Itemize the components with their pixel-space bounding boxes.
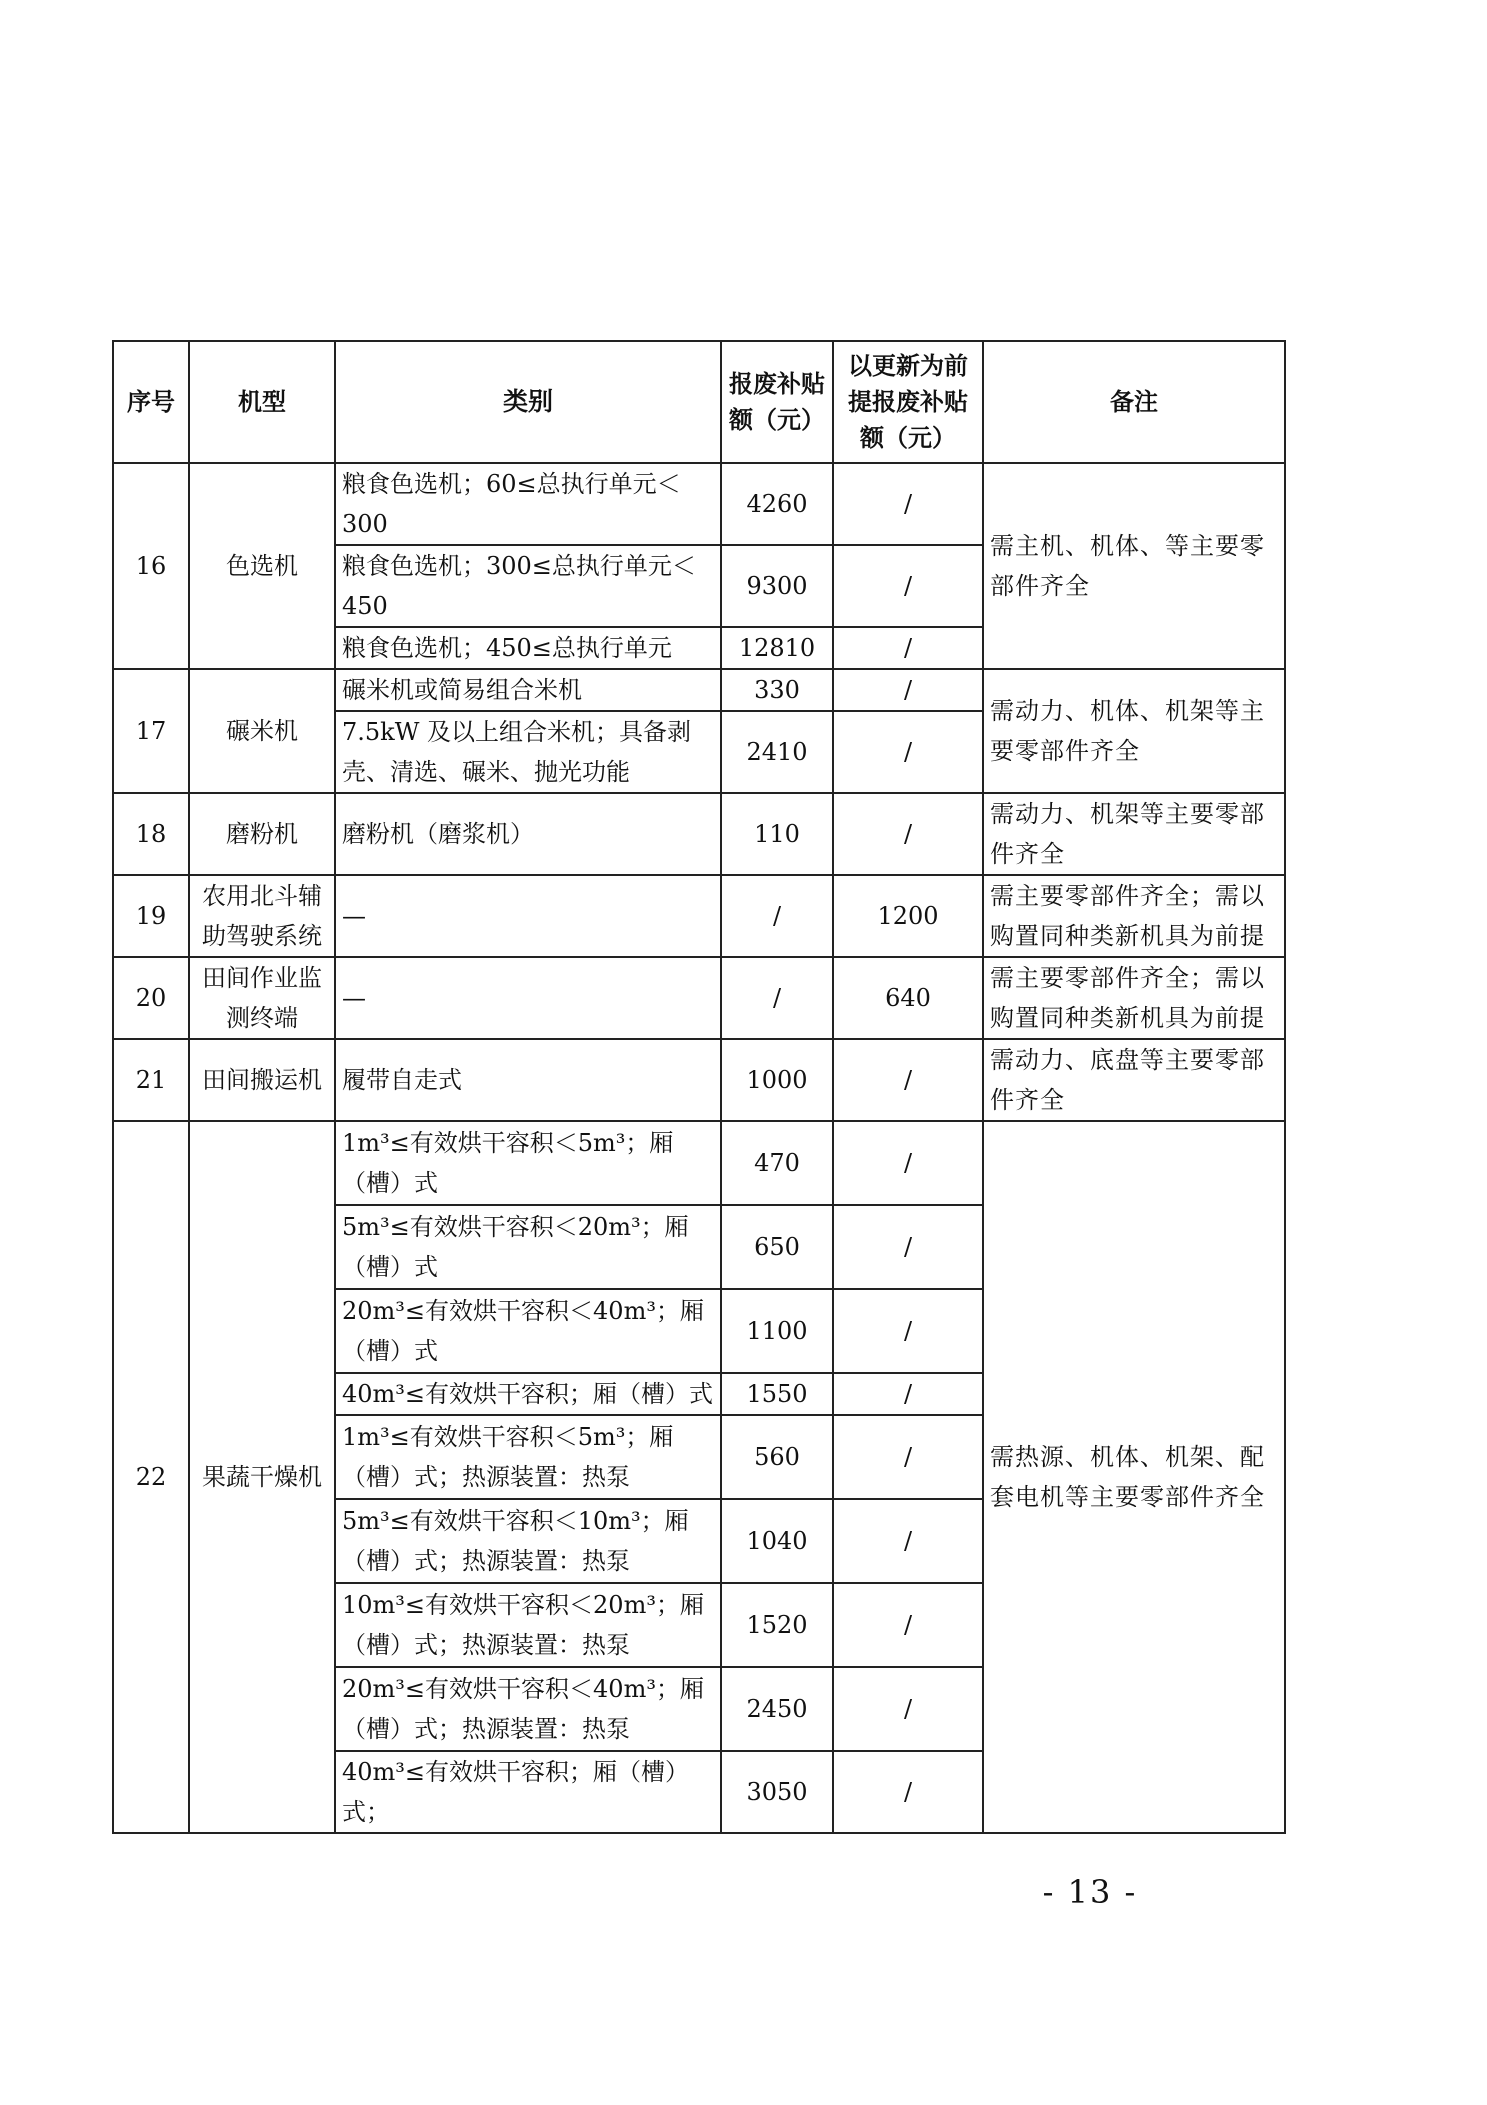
table-row (113, 793, 1285, 875)
renewal-subsidy-cell: / (833, 1499, 983, 1583)
table-row (113, 463, 1285, 545)
header-subsidy: 报废补贴额（元） (721, 341, 833, 463)
subsidy-cell: / (721, 875, 833, 957)
renewal-subsidy-cell: / (833, 1667, 983, 1751)
category-cell: 20m³≤有效烘干容积＜40m³；厢（槽）式 (335, 1289, 721, 1373)
category-cell: — (335, 875, 721, 957)
subsidy-cell: 650 (721, 1205, 833, 1289)
renewal-subsidy-cell: / (833, 1751, 983, 1833)
table-row (113, 957, 1285, 1039)
subsidy-cell: 1520 (721, 1583, 833, 1667)
note-cell: 需动力、机体、机架等主要零部件齐全 (983, 669, 1285, 793)
subsidy-cell: 1100 (721, 1289, 833, 1373)
row-number: 18 (113, 793, 189, 875)
category-cell: 粮食色选机；300≤总执行单元＜450 (335, 545, 721, 627)
renewal-subsidy-cell: / (833, 1583, 983, 1667)
subsidy-cell: 2410 (721, 711, 833, 793)
note-cell: 需主要零部件齐全；需以购置同种类新机具为前提 (983, 875, 1285, 957)
row-number: 22 (113, 1121, 189, 1833)
category-cell: 碾米机或简易组合米机 (335, 669, 721, 711)
renewal-subsidy-cell: / (833, 463, 983, 545)
table-header-row (113, 341, 1285, 463)
renewal-subsidy-cell: / (833, 1039, 983, 1121)
subsidy-cell: 560 (721, 1415, 833, 1499)
category-cell: 7.5kW 及以上组合米机；具备剥壳、清选、碾米、抛光功能 (335, 711, 721, 793)
header-model: 机型 (189, 341, 335, 463)
machine-model: 果蔬干燥机 (189, 1121, 335, 1833)
subsidy-cell: 1000 (721, 1039, 833, 1121)
machine-model: 田间作业监测终端 (189, 957, 335, 1039)
table-row (113, 1121, 1285, 1205)
renewal-subsidy-cell: / (833, 1373, 983, 1415)
row-number: 19 (113, 875, 189, 957)
subsidy-cell: 2450 (721, 1667, 833, 1751)
category-cell: 10m³≤有效烘干容积＜20m³；厢（槽）式；热源装置：热泵 (335, 1583, 721, 1667)
renewal-subsidy-cell: / (833, 627, 983, 669)
subsidy-cell: / (721, 957, 833, 1039)
page-number: - 13 - (1042, 1873, 1138, 1911)
category-cell: 20m³≤有效烘干容积＜40m³；厢（槽）式；热源装置：热泵 (335, 1667, 721, 1751)
table-body (113, 463, 1285, 1833)
category-cell: 粮食色选机；450≤总执行单元 (335, 627, 721, 669)
renewal-subsidy-cell: / (833, 1289, 983, 1373)
row-number: 21 (113, 1039, 189, 1121)
row-number: 17 (113, 669, 189, 793)
header-note: 备注 (983, 341, 1285, 463)
table-row (113, 875, 1285, 957)
note-cell: 需动力、底盘等主要零部件齐全 (983, 1039, 1285, 1121)
header-category: 类别 (335, 341, 721, 463)
renewal-subsidy-cell: / (833, 669, 983, 711)
machine-model: 色选机 (189, 463, 335, 669)
note-cell: 需主要零部件齐全；需以购置同种类新机具为前提 (983, 957, 1285, 1039)
category-cell: 5m³≤有效烘干容积＜10m³；厢（槽）式；热源装置：热泵 (335, 1499, 721, 1583)
category-cell: 履带自走式 (335, 1039, 721, 1121)
subsidy-cell: 9300 (721, 545, 833, 627)
category-cell: 5m³≤有效烘干容积＜20m³；厢（槽）式 (335, 1205, 721, 1289)
renewal-subsidy-cell: / (833, 711, 983, 793)
table-row (113, 1039, 1285, 1121)
renewal-subsidy-cell: 1200 (833, 875, 983, 957)
subsidy-table (112, 340, 1286, 1834)
category-cell: 40m³≤有效烘干容积；厢（槽）式 (335, 1373, 721, 1415)
header-renewal-subsidy: 以更新为前提报废补贴额（元） (833, 341, 983, 463)
machine-model: 田间搬运机 (189, 1039, 335, 1121)
subsidy-cell: 1040 (721, 1499, 833, 1583)
subsidy-cell: 330 (721, 669, 833, 711)
row-number: 20 (113, 957, 189, 1039)
subsidy-cell: 470 (721, 1121, 833, 1205)
subsidy-cell: 4260 (721, 463, 833, 545)
category-cell: 40m³≤有效烘干容积；厢（槽）式； (335, 1751, 721, 1833)
category-cell: 粮食色选机；60≤总执行单元＜300 (335, 463, 721, 545)
machine-model: 碾米机 (189, 669, 335, 793)
note-cell: 需主机、机体、等主要零部件齐全 (983, 463, 1285, 669)
subsidy-cell: 3050 (721, 1751, 833, 1833)
header-no: 序号 (113, 341, 189, 463)
machine-model: 磨粉机 (189, 793, 335, 875)
category-cell: 1m³≤有效烘干容积＜5m³；厢（槽）式；热源装置：热泵 (335, 1415, 721, 1499)
subsidy-cell: 1550 (721, 1373, 833, 1415)
table-row (113, 669, 1285, 711)
renewal-subsidy-cell: / (833, 1121, 983, 1205)
subsidy-cell: 12810 (721, 627, 833, 669)
category-cell: — (335, 957, 721, 1039)
renewal-subsidy-cell: / (833, 1415, 983, 1499)
renewal-subsidy-cell: / (833, 1205, 983, 1289)
machine-model: 农用北斗辅助驾驶系统 (189, 875, 335, 957)
renewal-subsidy-cell: 640 (833, 957, 983, 1039)
category-cell: 1m³≤有效烘干容积＜5m³；厢（槽）式 (335, 1121, 721, 1205)
note-cell: 需动力、机架等主要零部件齐全 (983, 793, 1285, 875)
renewal-subsidy-cell: / (833, 793, 983, 875)
row-number: 16 (113, 463, 189, 669)
note-cell: 需热源、机体、机架、配套电机等主要零部件齐全 (983, 1121, 1285, 1833)
category-cell: 磨粉机（磨浆机） (335, 793, 721, 875)
subsidy-cell: 110 (721, 793, 833, 875)
renewal-subsidy-cell: / (833, 545, 983, 627)
